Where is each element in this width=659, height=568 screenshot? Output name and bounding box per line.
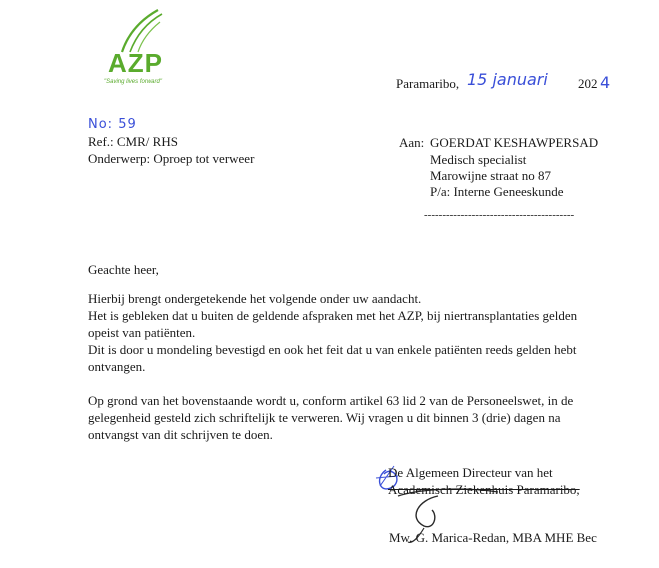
paragraph-1 — [88, 290, 600, 375]
subject: Onderwerp: Oproep tot verweer — [88, 151, 255, 166]
paragraph-1-line: Het is gebleken dat u buiten de geldende afspraken met het AZP, bij niertransplantaties gelden opeist van patiënten. — [88, 308, 578, 340]
salutation: Geachte heer, — [88, 262, 159, 277]
handwritten-date: 15 januari — [467, 70, 548, 89]
logo-tagline: "Saving lives forward" — [104, 79, 162, 85]
azp-logo — [100, 8, 180, 88]
signer-name: Mw. G. Marica-Redan, MBA MHE Bec — [389, 530, 597, 545]
recipient-department: P/a: Interne Geneeskunde — [430, 184, 564, 199]
paragraph-2: Op grond van het bovenstaande wordt u, conform artikel 63 lid 2 van de Personeelswet, in de gelegenheid gesteld zich schriftelijk te verweren. Wij vragen u dit binnen 3 (drie) dagen na ontvangst van dit schrijven te doen. — [88, 393, 574, 442]
paragraph-1-line: Dit is door u mondeling bevestigd en ook het feit dat u van enkele patiënten reeds gelden hebt ontvangen. — [88, 342, 577, 374]
recipient-address: Marowijne straat no 87 — [430, 168, 551, 183]
document-number: No: 59 — [88, 117, 137, 132]
signature-title-line-1: De Algemeen Directeur van het — [388, 465, 553, 480]
paragraph-1-line: Hierbij brengt ondergetekende het volgende onder uw aandacht. — [88, 291, 422, 306]
reference: Ref.: CMR/ RHS — [88, 134, 178, 149]
city: Paramaribo, — [396, 76, 460, 91]
recipient-prefix: Aan: — [399, 135, 425, 150]
signature-title-line-2: Academisch Ziekenhuis Paramaribo, — [388, 482, 580, 497]
recipient-title: Medisch specialist — [430, 152, 527, 167]
recipient-name: GOERDAT KESHAWPERSAD — [430, 135, 599, 150]
recipient-divider: ----------------------------------------- — [424, 209, 575, 221]
year-handwritten: 4 — [600, 73, 611, 92]
logo-wordmark: AZP — [108, 48, 163, 78]
year-printed: 202 — [578, 76, 598, 91]
leaf-icon — [100, 8, 180, 53]
